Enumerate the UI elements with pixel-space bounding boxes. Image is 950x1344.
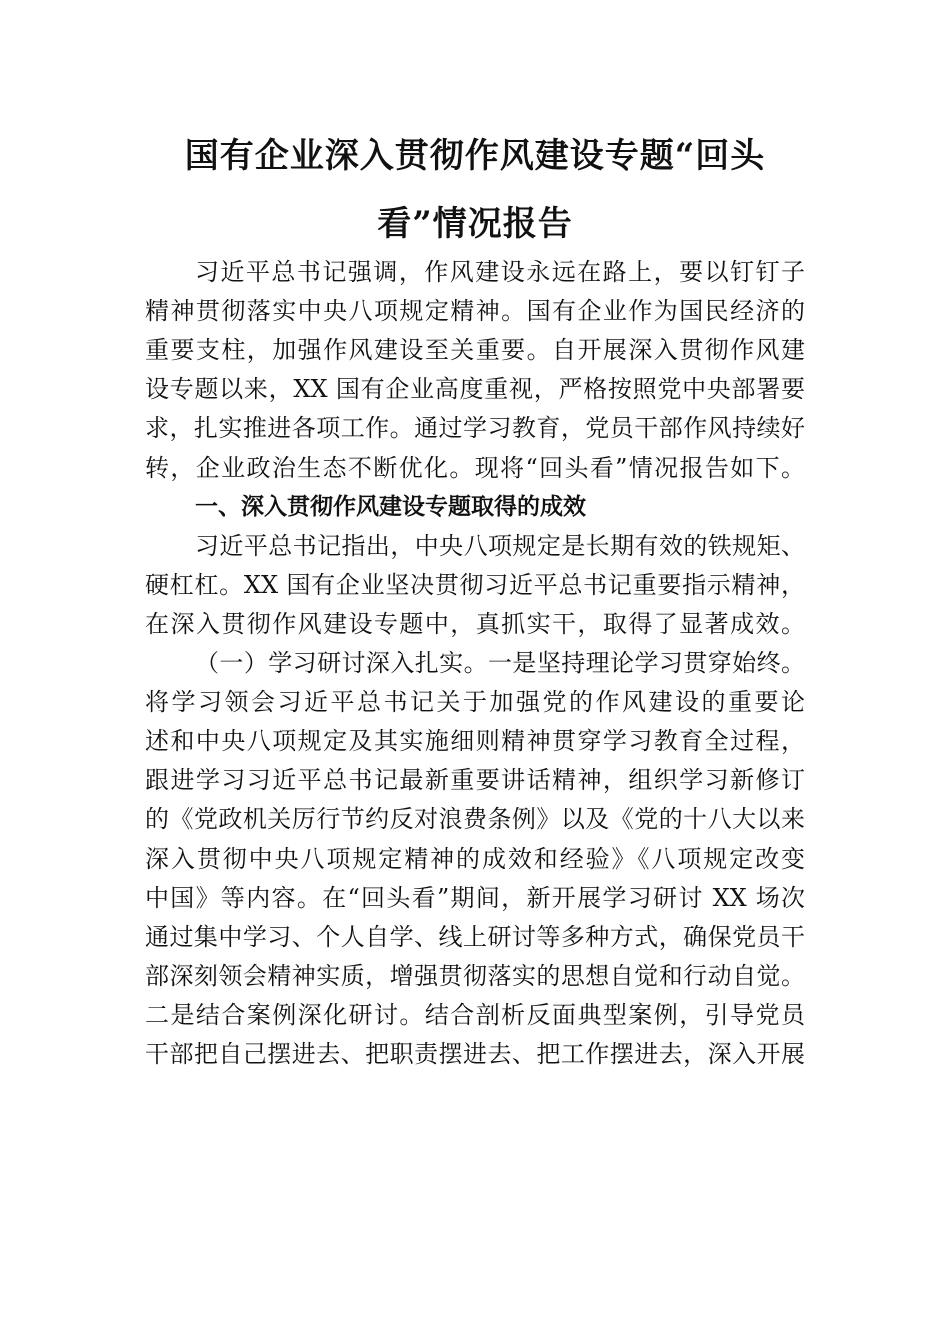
document-title-line-1: 国有企业深入贯彻作风建设专题“回头 <box>184 136 766 176</box>
paragraph-line: 习近平总书记指出，中央八项规定是长期有效的铁规矩、 <box>195 531 805 560</box>
paragraph-line: 述和中央八项规定及其实施细则精神贯穿学习教育全过程， <box>145 727 805 756</box>
paragraph-line: （一）学习研讨深入扎实。一是坚持理论学习贯穿始终。 <box>195 649 805 677</box>
paragraph-line: 硬杠杠。XX 国有企业坚决贯彻习近平总书记重要指示精神， <box>145 570 805 599</box>
paragraph-line: 二是结合案例深化研讨。结合剖析反面典型案例，引导党员 <box>145 1000 805 1029</box>
paragraph-line: 在深入贯彻作风建设专题中，真抓实干，取得了显著成效。 <box>145 609 805 638</box>
paragraph-line: 将学习领会习近平总书记关于加强党的作风建设的重要论 <box>145 688 805 717</box>
paragraph-line: 设专题以来，XX 国有企业高度重视，严格按照党中央部署要 <box>145 375 805 404</box>
paragraph-line: 习近平总书记强调，作风建设永远在路上，要以钉钉子 <box>195 258 805 286</box>
paragraph-line: 重要支柱，加强作风建设至关重要。自开展深入贯彻作风建 <box>145 336 805 365</box>
paragraph-line: 跟进学习习近平总书记最新重要讲话精神，组织学习新修订 <box>145 766 805 795</box>
paragraph-line: 通过集中学习、个人自学、线上研讨等多种方式，确保党员干 <box>145 922 805 951</box>
paragraph-line: 部深刻领会精神实质，增强贯彻落实的思想自觉和行动自觉。 <box>145 961 805 990</box>
section-heading: 一、深入贯彻作风建设专题取得的成效 <box>195 493 586 520</box>
paragraph-line: 求，扎实推进各项工作。通过学习教育，党员干部作风持续好 <box>145 414 805 443</box>
paragraph-line: 中国》等内容。在“回头看”期间，新开展学习研讨 XX 场次 <box>145 883 805 912</box>
paragraph-line: 深入贯彻中央八项规定精神的成效和经验》《八项规定改变 <box>145 844 805 873</box>
document-title-line-2: 看”情况报告 <box>377 204 573 244</box>
paragraph-line: 干部把自己摆进去、把职责摆进去、把工作摆进去，深入开展 <box>145 1040 805 1068</box>
paragraph-line: 转，企业政治生态不断优化。现将“回头看”情况报告如下。 <box>145 453 805 482</box>
paragraph-line: 精神贯彻落实中央八项规定精神。国有企业作为国民经济的 <box>145 297 805 326</box>
paragraph-line: 的《党政机关厉行节约反对浪费条例》以及《党的十八大以来 <box>145 805 805 834</box>
